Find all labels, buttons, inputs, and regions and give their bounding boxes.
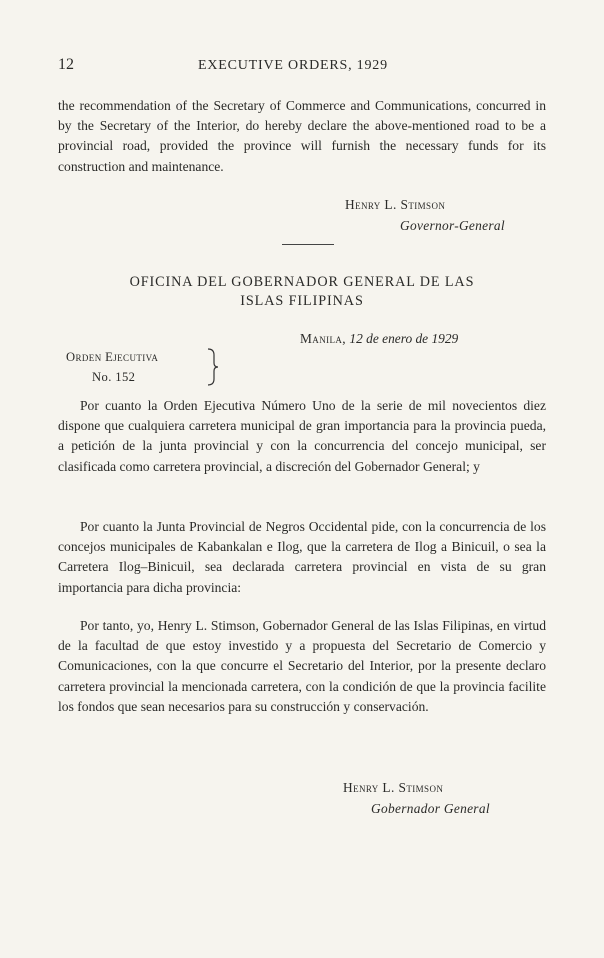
place-date: [300, 331, 458, 347]
spanish-signature-title: Gobernador General: [371, 801, 490, 816]
english-paragraph: the recommendation of the Secretary of Commerce and Communications, concurred in by the Secretary of the Interior, do hereby declare the above-mentioned road to be a provincial road, provided the province will furnish the necessary funds for its construction and maintenance.: [58, 98, 546, 174]
office-title-line2: ISLAS FILIPINAS: [240, 293, 364, 309]
whereas-paragraph-1: Por cuanto la Orden Ejecutiva Número Uno de la serie de mil novecientos diez dispone que cualquiera carretera municipal de gran importancia para la provincia pueda, a petición de la junta provincial y con la concurrencia del concejo municipal, ser clasificada como carretera provincial, a discreción del Gobernador General; y: [58, 398, 546, 474]
office-title-line1: OFICINA DEL GOBERNADOR GENERAL DE LAS: [129, 274, 475, 290]
whereas-paragraph-2: Por cuanto la Junta Provincial de Negros Occidental pide, con la concurrencia de los concejos municipales de Kabankalan e Ilog, que la carretera de Ilog a Binicuil, o sea la Carretera Ilog–Binicuil, sea declarada carretera provincial en vista de su gran importancia para dicha provincia:: [58, 519, 546, 595]
executive-order-label: [66, 347, 158, 387]
page-number: 12: [58, 56, 74, 73]
spanish-signature-name: Henry L. Stimson: [343, 780, 444, 795]
section-divider: [282, 244, 334, 245]
running-title: EXECUTIVE ORDERS, 1929: [198, 58, 388, 73]
right-brace-icon: [206, 347, 220, 387]
english-signature-title: Governor-General: [400, 218, 505, 233]
therefore-paragraph: Por tanto, yo, Henry L. Stimson, Gobernador General de las Islas Filipinas, en virtud de la facultad de que estoy investido y a propuesta del Secretario de Comercio y Comunicaciones, con la que concurre el Secretario del Interior, por la presente declaro carretera provincial la mencionada carretera, con la condición de que la provincia facilite los fondos que sean necesarios para su construcción y conservación.: [58, 618, 546, 714]
place: Manila,: [300, 331, 347, 346]
date: 12 de enero de 1929: [349, 331, 459, 346]
page-header: [58, 56, 558, 80]
english-signature-name: Henry L. Stimson: [345, 197, 446, 212]
order-number: No. 152: [92, 370, 136, 384]
order-label-text: Orden Ejecutiva: [66, 350, 159, 364]
